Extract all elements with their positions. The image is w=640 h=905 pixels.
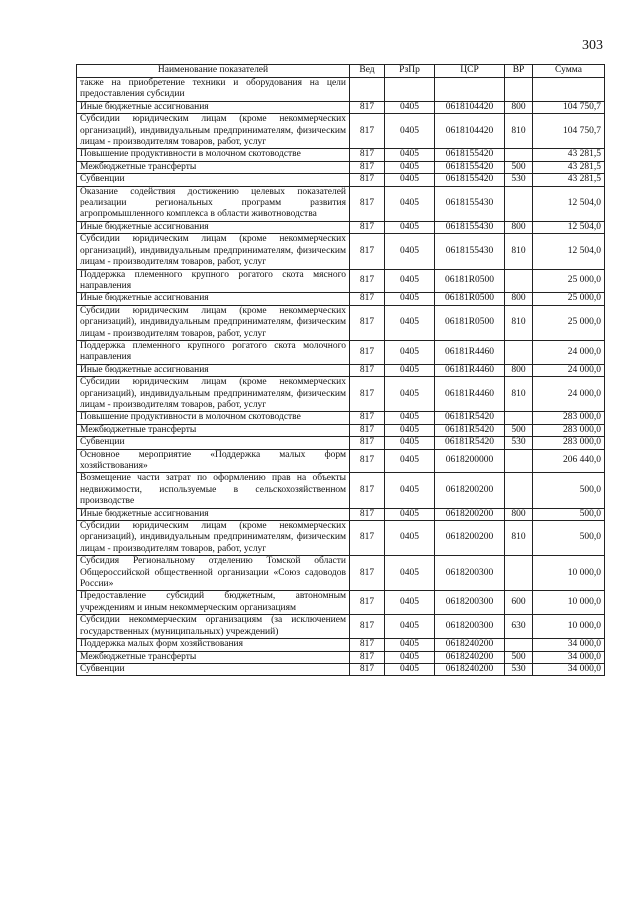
table-row xyxy=(77,305,605,340)
cell-csr: 0618155420 xyxy=(435,161,505,173)
cell-ved: 817 xyxy=(350,101,385,113)
cell-csr: 0618240200 xyxy=(435,663,505,675)
table-row xyxy=(77,412,605,424)
cell-rzpr: 0405 xyxy=(385,149,435,161)
page-number: 303 xyxy=(582,38,603,53)
table-row xyxy=(77,449,605,473)
cell-vr xyxy=(505,340,533,364)
cell-ved: 817 xyxy=(350,473,385,508)
cell-sum: 12 504,0 xyxy=(533,221,605,233)
cell-sum: 34 000,0 xyxy=(533,651,605,663)
cell-csr: 0618240200 xyxy=(435,639,505,651)
cell-csr: 06181R4460 xyxy=(435,377,505,412)
cell-sum: 283 000,0 xyxy=(533,437,605,449)
cell-sum xyxy=(533,78,605,102)
header-sum: Сумма xyxy=(533,65,605,78)
cell-ved: 817 xyxy=(350,114,385,149)
cell-sum: 500,0 xyxy=(533,473,605,508)
cell-sum: 43 281,5 xyxy=(533,161,605,173)
header-vr: ВР xyxy=(505,65,533,78)
cell-ved: 817 xyxy=(350,424,385,436)
table-row xyxy=(77,221,605,233)
cell-ved: 817 xyxy=(350,663,385,675)
cell-vr: 630 xyxy=(505,615,533,639)
cell-name: Иные бюджетные ассигнования xyxy=(77,364,350,376)
cell-ved: 817 xyxy=(350,149,385,161)
cell-vr xyxy=(505,473,533,508)
cell-name: Иные бюджетные ассигнования xyxy=(77,221,350,233)
cell-vr: 800 xyxy=(505,508,533,520)
cell-ved: 817 xyxy=(350,591,385,615)
cell-csr: 0618200300 xyxy=(435,615,505,639)
cell-ved: 817 xyxy=(350,377,385,412)
cell-ved: 817 xyxy=(350,221,385,233)
cell-sum: 12 504,0 xyxy=(533,186,605,221)
table-row xyxy=(77,78,605,102)
cell-rzpr: 0405 xyxy=(385,473,435,508)
cell-vr: 800 xyxy=(505,293,533,305)
cell-csr: 06181R5420 xyxy=(435,424,505,436)
cell-rzpr: 0405 xyxy=(385,364,435,376)
cell-sum: 283 000,0 xyxy=(533,412,605,424)
cell-vr: 810 xyxy=(505,521,533,556)
table-row xyxy=(77,149,605,161)
cell-rzpr: 0405 xyxy=(385,186,435,221)
cell-name: Поддержка малых форм хозяйствования xyxy=(77,639,350,651)
cell-ved: 817 xyxy=(350,174,385,186)
cell-vr: 810 xyxy=(505,114,533,149)
cell-csr: 06181R5420 xyxy=(435,412,505,424)
cell-vr xyxy=(505,78,533,102)
cell-name: Межбюджетные трансферты xyxy=(77,161,350,173)
cell-rzpr: 0405 xyxy=(385,663,435,675)
cell-rzpr: 0405 xyxy=(385,639,435,651)
cell-ved: 817 xyxy=(350,615,385,639)
cell-vr: 500 xyxy=(505,424,533,436)
cell-rzpr: 0405 xyxy=(385,521,435,556)
cell-csr: 0618240200 xyxy=(435,651,505,663)
cell-csr: 0618155430 xyxy=(435,221,505,233)
cell-rzpr: 0405 xyxy=(385,340,435,364)
cell-rzpr: 0405 xyxy=(385,508,435,520)
cell-name: Предоставление субсидий бюджетным, автономным учреждениям и иным некоммерческим организациям xyxy=(77,591,350,615)
cell-name: Субсидии юридическим лицам (кроме некоммерческих организаций), индивидуальным предпринимателям, физическим лицам - производителям товаров, работ, услуг xyxy=(77,114,350,149)
cell-sum: 24 000,0 xyxy=(533,377,605,412)
cell-name: Субвенции xyxy=(77,437,350,449)
table-row xyxy=(77,437,605,449)
cell-rzpr: 0405 xyxy=(385,377,435,412)
cell-sum: 104 750,7 xyxy=(533,114,605,149)
cell-vr xyxy=(505,639,533,651)
cell-sum: 206 440,0 xyxy=(533,449,605,473)
table-row xyxy=(77,651,605,663)
cell-ved xyxy=(350,78,385,102)
cell-ved: 817 xyxy=(350,364,385,376)
table-row xyxy=(77,234,605,269)
cell-rzpr: 0405 xyxy=(385,437,435,449)
cell-csr xyxy=(435,78,505,102)
table-row xyxy=(77,377,605,412)
cell-ved: 817 xyxy=(350,234,385,269)
cell-csr: 06181R0500 xyxy=(435,305,505,340)
cell-name: Повышение продуктивности в молочном скотоводстве xyxy=(77,149,350,161)
table-row xyxy=(77,508,605,520)
cell-name: Поддержка племенного крупного рогатого скота молочного направления xyxy=(77,340,350,364)
cell-vr: 810 xyxy=(505,377,533,412)
cell-vr: 530 xyxy=(505,174,533,186)
cell-ved: 817 xyxy=(350,508,385,520)
cell-ved: 817 xyxy=(350,293,385,305)
cell-vr xyxy=(505,556,533,591)
budget-table xyxy=(76,64,605,676)
table-row xyxy=(77,591,605,615)
cell-rzpr: 0405 xyxy=(385,556,435,591)
cell-rzpr: 0405 xyxy=(385,615,435,639)
header-csr: ЦСР xyxy=(435,65,505,78)
cell-rzpr: 0405 xyxy=(385,412,435,424)
cell-csr: 0618155420 xyxy=(435,174,505,186)
cell-vr xyxy=(505,449,533,473)
cell-rzpr: 0405 xyxy=(385,449,435,473)
cell-rzpr: 0405 xyxy=(385,651,435,663)
cell-csr: 06181R0500 xyxy=(435,293,505,305)
cell-ved: 817 xyxy=(350,340,385,364)
table-row xyxy=(77,556,605,591)
table-row xyxy=(77,269,605,293)
cell-name: Межбюджетные трансферты xyxy=(77,651,350,663)
header-ved: Вед xyxy=(350,65,385,78)
cell-name: также на приобретение техники и оборудования на цели предоставления субсидии xyxy=(77,78,350,102)
cell-name: Поддержка племенного крупного рогатого скота мясного направления xyxy=(77,269,350,293)
cell-sum: 43 281,5 xyxy=(533,174,605,186)
table-row xyxy=(77,364,605,376)
cell-ved: 817 xyxy=(350,186,385,221)
cell-name: Субсидии юридическим лицам (кроме некоммерческих организаций), индивидуальным предпринимателям, физическим лицам - производителям товаров, работ, услуг xyxy=(77,521,350,556)
cell-vr: 810 xyxy=(505,234,533,269)
table-body xyxy=(77,78,605,676)
cell-csr: 0618200200 xyxy=(435,473,505,508)
table-row xyxy=(77,615,605,639)
cell-sum: 25 000,0 xyxy=(533,269,605,293)
cell-csr: 06181R4460 xyxy=(435,340,505,364)
cell-sum: 24 000,0 xyxy=(533,364,605,376)
cell-vr: 600 xyxy=(505,591,533,615)
cell-vr: 800 xyxy=(505,364,533,376)
cell-ved: 817 xyxy=(350,651,385,663)
cell-name: Субсидии юридическим лицам (кроме некоммерческих организаций), индивидуальным предпринимателям, физическим лицам - производителям товаров, работ, услуг xyxy=(77,377,350,412)
cell-sum: 10 000,0 xyxy=(533,615,605,639)
table-row xyxy=(77,473,605,508)
cell-rzpr: 0405 xyxy=(385,161,435,173)
cell-csr: 0618200300 xyxy=(435,591,505,615)
cell-rzpr: 0405 xyxy=(385,591,435,615)
cell-sum: 24 000,0 xyxy=(533,340,605,364)
cell-name: Возмещение части затрат по оформлению прав на объекты недвижимости, используемые в сельскохозяйственном производстве xyxy=(77,473,350,508)
cell-vr: 500 xyxy=(505,161,533,173)
cell-ved: 817 xyxy=(350,412,385,424)
header-rzpr: РзПр xyxy=(385,65,435,78)
cell-sum: 10 000,0 xyxy=(533,556,605,591)
cell-vr xyxy=(505,186,533,221)
cell-name: Субсидии юридическим лицам (кроме некоммерческих организаций), индивидуальным предпринимателям, физическим лицам - производителям товаров, работ, услуг xyxy=(77,234,350,269)
cell-name: Межбюджетные трансферты xyxy=(77,424,350,436)
table-row xyxy=(77,174,605,186)
cell-ved: 817 xyxy=(350,437,385,449)
cell-rzpr: 0405 xyxy=(385,114,435,149)
cell-sum: 43 281,5 xyxy=(533,149,605,161)
cell-rzpr: 0405 xyxy=(385,424,435,436)
cell-rzpr xyxy=(385,78,435,102)
table-row xyxy=(77,186,605,221)
cell-rzpr: 0405 xyxy=(385,234,435,269)
cell-csr: 0618200200 xyxy=(435,521,505,556)
cell-ved: 817 xyxy=(350,639,385,651)
cell-csr: 06181R5420 xyxy=(435,437,505,449)
cell-sum: 34 000,0 xyxy=(533,639,605,651)
cell-ved: 817 xyxy=(350,556,385,591)
cell-vr: 530 xyxy=(505,437,533,449)
cell-csr: 0618155430 xyxy=(435,186,505,221)
table-row xyxy=(77,114,605,149)
cell-sum: 25 000,0 xyxy=(533,293,605,305)
cell-sum: 500,0 xyxy=(533,521,605,556)
cell-csr: 0618200000 xyxy=(435,449,505,473)
cell-ved: 817 xyxy=(350,521,385,556)
cell-rzpr: 0405 xyxy=(385,305,435,340)
cell-rzpr: 0405 xyxy=(385,174,435,186)
cell-name: Субвенции xyxy=(77,663,350,675)
cell-ved: 817 xyxy=(350,161,385,173)
cell-name: Оказание содействия достижению целевых показателей реализации региональных программ развития агропромышленного комплекса в области животноводства xyxy=(77,186,350,221)
cell-rzpr: 0405 xyxy=(385,221,435,233)
cell-vr xyxy=(505,269,533,293)
cell-csr: 0618104420 xyxy=(435,101,505,113)
cell-rzpr: 0405 xyxy=(385,101,435,113)
table-row xyxy=(77,663,605,675)
table-row xyxy=(77,424,605,436)
cell-name: Субсидии некоммерческим организациям (за исключением государственных (муниципальных) учреждений) xyxy=(77,615,350,639)
cell-vr: 800 xyxy=(505,101,533,113)
cell-vr xyxy=(505,149,533,161)
table-header-row xyxy=(77,65,605,78)
table-row xyxy=(77,639,605,651)
cell-sum: 25 000,0 xyxy=(533,305,605,340)
cell-csr: 06181R4460 xyxy=(435,364,505,376)
table-row xyxy=(77,101,605,113)
table-row xyxy=(77,521,605,556)
table-row xyxy=(77,161,605,173)
cell-vr: 810 xyxy=(505,305,533,340)
cell-sum: 34 000,0 xyxy=(533,663,605,675)
cell-name: Субсидии юридическим лицам (кроме некоммерческих организаций), индивидуальным предпринимателям, физическим лицам - производителям товаров, работ, услуг xyxy=(77,305,350,340)
cell-vr: 800 xyxy=(505,221,533,233)
cell-sum: 104 750,7 xyxy=(533,101,605,113)
header-name: Наименование показателей xyxy=(77,65,350,78)
cell-name: Субвенции xyxy=(77,174,350,186)
cell-name: Иные бюджетные ассигнования xyxy=(77,101,350,113)
cell-name: Основное мероприятие «Поддержка малых форм хозяйствования» xyxy=(77,449,350,473)
cell-sum: 10 000,0 xyxy=(533,591,605,615)
cell-csr: 0618155430 xyxy=(435,234,505,269)
cell-ved: 817 xyxy=(350,269,385,293)
cell-sum: 283 000,0 xyxy=(533,424,605,436)
cell-sum: 500,0 xyxy=(533,508,605,520)
cell-ved: 817 xyxy=(350,449,385,473)
cell-name: Иные бюджетные ассигнования xyxy=(77,508,350,520)
cell-csr: 0618104420 xyxy=(435,114,505,149)
cell-csr: 0618155420 xyxy=(435,149,505,161)
cell-csr: 06181R0500 xyxy=(435,269,505,293)
cell-vr: 530 xyxy=(505,663,533,675)
cell-rzpr: 0405 xyxy=(385,269,435,293)
cell-rzpr: 0405 xyxy=(385,293,435,305)
cell-csr: 0618200200 xyxy=(435,508,505,520)
table-row xyxy=(77,340,605,364)
cell-vr: 500 xyxy=(505,651,533,663)
cell-name: Субсидия Региональному отделению Томской области Общероссийской общественной организации «Союз садоводов России» xyxy=(77,556,350,591)
cell-name: Иные бюджетные ассигнования xyxy=(77,293,350,305)
cell-csr: 0618200300 xyxy=(435,556,505,591)
table-row xyxy=(77,293,605,305)
cell-sum: 12 504,0 xyxy=(533,234,605,269)
cell-name: Повышение продуктивности в молочном скотоводстве xyxy=(77,412,350,424)
cell-ved: 817 xyxy=(350,305,385,340)
cell-vr xyxy=(505,412,533,424)
